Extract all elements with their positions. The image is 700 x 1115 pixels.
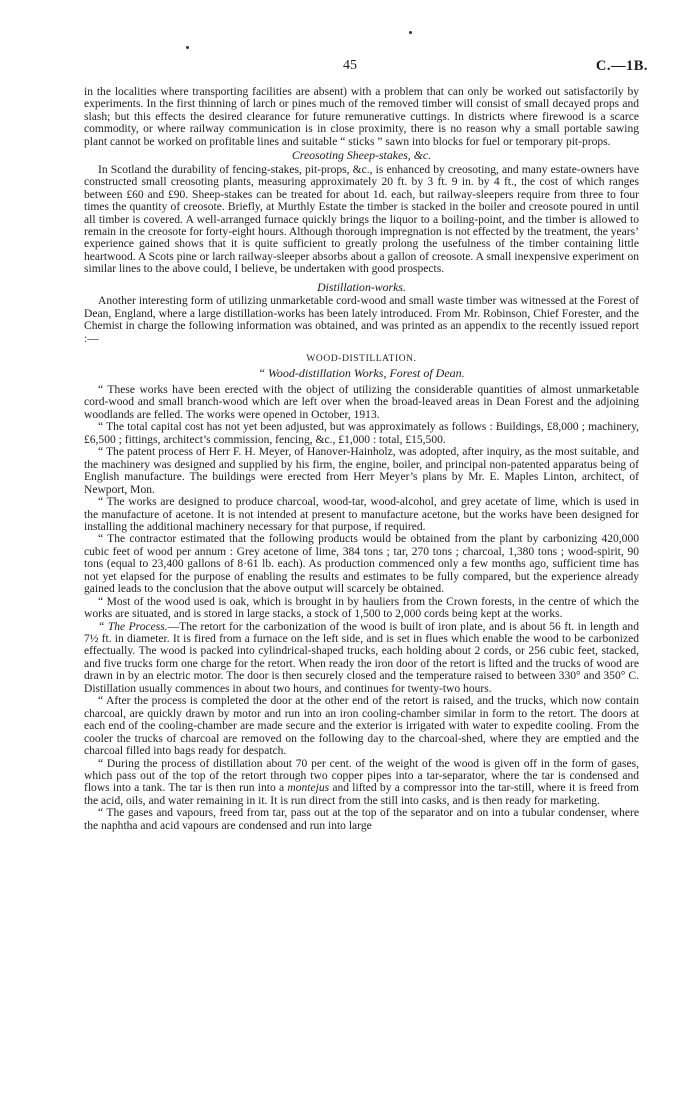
section-heading: WOOD-DISTILLATION. [306, 354, 417, 365]
print-mark [186, 46, 189, 49]
body-text [84, 86, 639, 832]
paragraph: “ The works are designed to produce charcoal, wood-tar, wood-alcohol, and grey acetate of lime, which is used in the manufacture of acetone. It is not intended at present to manufacture acetone, but the works have been designed for installing the additional machinery necessary for that purpose, if required. [84, 496, 639, 533]
paragraph: “ These works have been erected with the object of utilizing the considerable quantities of almost unmarketable cord-wood and small branch-wood which are left over when the broad-leaved areas in Dean Forest and the adjoining woodlands are felled. The works were opened in October, 1913. [84, 383, 639, 421]
paragraph: in the localities where transporting facilities are absent) with a problem that can only be worked out satisfactorily by experiments. In the first thinning of larch or pines much of the removed timber will consist of small decayed props and slash; but this effects the desired clearance for future remunerative cuttings. In districts where firewood is a scarce commodity, or where railway communication is in close proximity, there is no reason why a small portable sawing plant cannot be worked on profitable lines and suitable “ sticks ” sawn into blocks for fuel or temporary pit-props. [84, 86, 639, 148]
paragraph: “ After the process is completed the door at the other end of the retort is raised, and the trucks, which now contain charcoal, are quickly drawn by motor and run into an iron cooling-chamber similar in form to the retort. The doors at each end of the cooling-chamber are made secure and the exterior is irrigated with water to expedite cooling. From the cooler the trucks of charcoal are removed on the following day to the charcoal-shed, where they are emptied and the charcoal filled into bags ready for despatch. [84, 695, 639, 758]
document-reference: C.—1B. [595, 58, 648, 74]
section-heading: Creosoting Sheep-stakes, &c. [291, 148, 432, 163]
page-number: 45 [343, 58, 357, 73]
inline-heading: “ The Process. [98, 620, 168, 633]
paragraph: “ The patent process of Herr F. H. Meyer, of Hanover-Hainholz, was adopted, after inquiry, as the most suitable, and the machinery was designed and supplied by his firm, the engine, boiler, and principal non-patented apparatus being of English manufacture. The buildings were erected from Herr Meyer’s plans by Mr. E. Maples Linton, architect, of Newport, Mon. [84, 446, 639, 496]
paragraph: “ The total capital cost has not yet been adjusted, but was approximately as follows : Buildings, £8,000 ; machinery, £6,500 ; fittings, architect’s commission, fencing, &c., £1,000 : total, £15,500. [84, 421, 639, 446]
print-mark [409, 31, 412, 34]
page-header [0, 58, 700, 78]
paragraph: “ The contractor estimated that the following products would be obtained from the plant by carbonizing 420,000 cubic feet of wood per annum : Grey acetone of lime, 384 tons ; tar, 270 tons ; charcoal, 1,380 tons ; wood-spirit, 90 tons (equal to 23,400 gallons of 8·61 lb. each). As production commenced only a few months ago, sufficient time has not yet elapsed for the purpose of enabling the results and estimates to be fully compared, but the experience already gained leads to the conclusion that the above output will scarcely be obtained. [84, 533, 639, 596]
subsection-heading: “ Wood-distillation Works, Forest of Dean. [258, 365, 465, 380]
paragraph: “ Most of the wood used is oak, which is brought in by hauliers from the Crown forests, in the centre of which the works are situated, and is stored in large stacks, a stock of 1,500 to 2,000 cords being kept at the works. [84, 595, 639, 621]
paragraph: In Scotland the durability of fencing-stakes, pit-props, &c., is enhanced by creosoting, and many estate-owners have constructed small creosoting plants, measuring approximately 20 ft. by 3 ft. 9 in. by 4 ft., the cost of which ranges between £60 and £90. Sheep-stakes can be treated for about 1d. each, but railway-sleepers require from three to four times the quantity of creosote. Briefly, at Murthly Estate the timber is stacked in the boiler and creosote poured in until all timber is covered. A well-arranged furnace quickly brings the liquor to a boiling-point, and the timber is allowed to remain in the creosote for forty-eight hours. Although thorough impregnation is not effected by the treatment, the years’ experience gained shows that it is quite sufficient to greatly prolong the usefulness of the timber containing little heartwood. A Scots pine or larch railway-sleeper absorbs about a gallon of creosote. A small inexpensive experiment on similar lines to the above could, I believe, be undertaken with good prospects. [84, 163, 639, 276]
paragraph: “ The Process.—The retort for the carbonization of the wood is built of iron plate, and is about 56 ft. in length and 7½ ft. in diameter. It is fired from a furnace on the left side, and is set in flues which enable the wood to be carbonized effectually. The wood is packed into cylindrical-shaped trucks, each holding about 2 cords, or 256 cubic feet, stacked, and five trucks form one charge for the retort. When ready the iron door of the retort is lifted and the trucks of wood are drawn in by an electric motor. The door is then securely closed and the temperature raised to between 330° and 350° C. Distillation usually commences in about two hours, and continues for twenty-two hours. [84, 620, 639, 695]
paragraph: “ The gases and vapours, freed from tar, pass out at the top of the separator and on into a tubular condenser, where the naphtha and acid vapours are condensed and run into large [84, 807, 639, 832]
section-heading: Distillation-works. [317, 279, 406, 294]
italic-term: montejus [287, 782, 330, 795]
paragraph: “ During the process of distillation about 70 per cent. of the weight of the wood is given off in the form of gases, which pass out of the top of the retort through two copper pipes into a tar-separator, where the tar is condensed and flows into a tank. The tar is then run into a montejus and lifted by a compressor into the tar-still, where it is freed from the acid, oils, and water remaining in it. It is run direct from the still into casks, and is then ready for marketing. [84, 757, 639, 807]
paragraph: Another interesting form of utilizing unmarketable cord-wood and small waste timber was witnessed at the Forest of Dean, England, where a large distillation-works has been lately introduced. From Mr. Robinson, Chief Forester, and the Chemist in charge the following information was obtained, and was printed as an appendix to the recently issued report :— [84, 295, 639, 345]
